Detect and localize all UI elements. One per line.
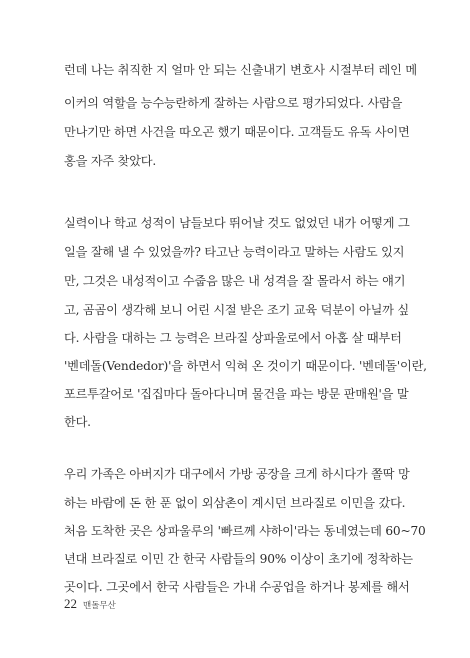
text-line: 포르투갈어로 '집집마다 돌아다니며 물건을 파는 방문 판매원'을 말 <box>64 387 409 401</box>
page-number: 22 <box>64 596 77 611</box>
text-line: 처음 도착한 곳은 상파울루의 '빠르께 샤하이'라는 동네였는데 60~70 <box>64 524 426 538</box>
page-footer <box>64 596 116 612</box>
text-line: 만나기만 하면 사건을 따오곤 했기 때문이다. 고객들도 유독 사이면 <box>64 125 410 139</box>
text-line: 실력이나 학교 성적이 남들보다 뛰어날 것도 없었던 내가 어떻게 그 <box>64 216 410 230</box>
book-title: 맨돌무산 <box>83 601 116 611</box>
text-line: '벤데돌(Vendedor)'을 하면서 익혀 온 것이기 때문이다. '벤데돌'이란, <box>64 359 427 373</box>
text-line: 홍을 자주 찾았다. <box>64 154 157 168</box>
text-line: 곳이다. 그곳에서 한국 사람들은 가내 수공업을 하거나 봉제를 해서 <box>64 580 410 594</box>
text-line: 다. 사람을 대하는 그 능력은 브라질 상파울로에서 아홉 살 때부터 <box>64 331 402 345</box>
text-line: 년대 브라질로 이민 간 한국 사람들의 90% 이상이 초기에 정착하는 <box>64 552 413 566</box>
text-line: 만, 그것은 내성적이고 수줍음 많은 내 성격을 잘 몰라서 하는 얘기 <box>64 274 406 288</box>
text-line: 하는 바람에 돈 한 푼 없이 외삼촌이 계시던 브라질로 이민을 갔다. <box>64 496 406 510</box>
text-line: 일을 잘해 낼 수 있었을까? 타고난 능력이라고 말하는 사람도 있지 <box>64 245 405 259</box>
text-line: 한다. <box>64 415 91 429</box>
text-line: 런데 나는 취직한 지 얼마 안 되는 신출내기 변호사 시절부터 레인 메 <box>64 63 417 77</box>
text-line: 우리 가족은 아버지가 대구에서 가방 공장을 크게 하시다가 쫄딱 망 <box>64 467 410 481</box>
text-line: 고, 곰곰이 생각해 보니 어린 시절 받은 조기 교육 덕분이 아닐까 싶 <box>64 303 409 317</box>
text-line: 이커의 역할을 능수능란하게 잘하는 사람으로 평가되었다. 사람을 <box>64 96 403 110</box>
